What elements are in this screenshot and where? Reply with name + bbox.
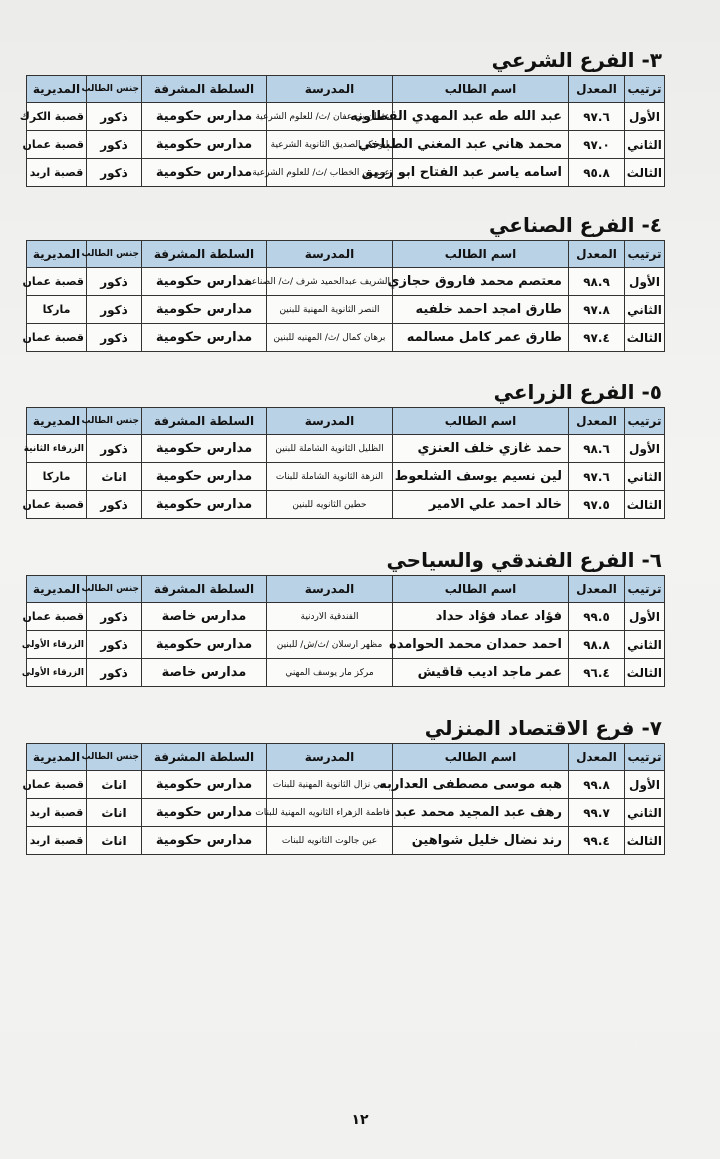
table-row [27,159,665,187]
cell-school: برهان كمال /ث/ المهنيه للبنين [267,324,393,352]
table-row [27,435,665,463]
cell-directorate: الزرقاء الثانية [27,435,87,463]
cell-name: طارق عمر كامل مسالمه [393,324,569,352]
cell-directorate: ماركا [27,296,87,324]
cell-gender: ذكور [87,131,142,159]
cell-authority: مدارس حكومية [142,159,267,187]
column-header-school: المدرسة [267,408,393,435]
cell-name: عبد الله طه عبد المهدي القطاونه [393,103,569,131]
cell-gender: ذكور [87,491,142,519]
cell-avg: ٩٩.٤ [569,827,625,855]
cell-avg: ٩٧.٠ [569,131,625,159]
table-row [27,799,665,827]
cell-school: الفندقية الاردنية [267,603,393,631]
cell-avg: ٩٧.٦ [569,463,625,491]
cell-gender: ذكور [87,268,142,296]
cell-rank: الثاني [625,799,665,827]
table-row [27,296,665,324]
cell-name: اسامه ياسر عبد الفتاح ابو زريق [393,159,569,187]
cell-avg: ٩٨.٦ [569,435,625,463]
section-title: ٤- الفرع الصناعي [489,213,662,237]
column-header-gender: جنس الطالب [87,576,142,603]
table-row [27,603,665,631]
column-header-school: المدرسة [267,576,393,603]
cell-rank: الأول [625,435,665,463]
cell-rank: الثالث [625,491,665,519]
cell-rank: الثاني [625,631,665,659]
table-header-row [27,241,665,268]
cell-school: مظهر ارسلان /ث/ش/ للبنين [267,631,393,659]
cell-directorate: ماركا [27,463,87,491]
column-header-avg: المعدل [569,241,625,268]
cell-school: عثمان بن عفان /ث/ للعلوم الشرعية [267,103,393,131]
cell-avg: ٩٦.٤ [569,659,625,687]
cell-school: عين جالوت الثانويه للبنات [267,827,393,855]
table-row [27,131,665,159]
column-header-directorate: المديرية [27,408,87,435]
cell-gender: ذكور [87,296,142,324]
cell-avg: ٩٩.٨ [569,771,625,799]
cell-directorate: قصبة عمان [27,324,87,352]
column-header-school: المدرسة [267,744,393,771]
cell-rank: الثالث [625,159,665,187]
column-header-authority: السلطة المشرفة [142,408,267,435]
column-header-name: اسم الطالب [393,576,569,603]
cell-gender: اناث [87,799,142,827]
table-row [27,491,665,519]
cell-name: هبه موسى مصطفى العداربه [393,771,569,799]
cell-avg: ٩٩.٥ [569,603,625,631]
cell-name: رهف عبد المجيد محمد عبد [393,799,569,827]
cell-authority: مدارس خاصة [142,659,267,687]
cell-name: عمر ماجد اديب قاقيش [393,659,569,687]
cell-avg: ٩٨.٨ [569,631,625,659]
cell-directorate: الزرقاء الأولى [27,659,87,687]
cell-directorate: قصبة عمان [27,131,87,159]
cell-rank: الثاني [625,463,665,491]
cell-avg: ٩٧.٦ [569,103,625,131]
cell-gender: ذكور [87,659,142,687]
cell-authority: مدارس حكومية [142,799,267,827]
column-header-rank: ترتيب [625,408,665,435]
table-header-row [27,76,665,103]
cell-gender: ذكور [87,103,142,131]
column-header-authority: السلطة المشرفة [142,76,267,103]
cell-name: طارق امجد احمد خلفيه [393,296,569,324]
cell-gender: ذكور [87,603,142,631]
table-row [27,827,665,855]
cell-name: خالد احمد علي الامير [393,491,569,519]
cell-authority: مدارس حكومية [142,131,267,159]
column-header-gender: جنس الطالب [87,744,142,771]
table-row [27,324,665,352]
column-header-directorate: المديرية [27,576,87,603]
cell-name: فؤاد عماد فؤاد حداد [393,603,569,631]
column-header-directorate: المديرية [27,241,87,268]
cell-authority: مدارس حكومية [142,463,267,491]
column-header-avg: المعدل [569,744,625,771]
cell-directorate: الزرقاء الأولى [27,631,87,659]
cell-gender: اناث [87,463,142,491]
cell-authority: مدارس حكومية [142,324,267,352]
column-header-name: اسم الطالب [393,76,569,103]
column-header-name: اسم الطالب [393,241,569,268]
cell-directorate: قصبة اربد [27,827,87,855]
table-header-row [27,408,665,435]
cell-school: مركز مار يوسف المهني [267,659,393,687]
cell-avg: ٩٩.٧ [569,799,625,827]
cell-rank: الثاني [625,296,665,324]
cell-avg: ٩٥.٨ [569,159,625,187]
table-row [27,103,665,131]
ranking-table [22,743,665,855]
column-header-gender: جنس الطالب [87,408,142,435]
ranking-section [22,713,666,855]
column-header-name: اسم الطالب [393,744,569,771]
cell-avg: ٩٨.٩ [569,268,625,296]
column-header-rank: ترتيب [625,76,665,103]
cell-school: النزهة الثانوية الشاملة للبنات [267,463,393,491]
table-row [27,659,665,687]
cell-avg: ٩٧.٨ [569,296,625,324]
column-header-authority: السلطة المشرفة [142,241,267,268]
column-header-directorate: المديرية [27,744,87,771]
cell-school: النصر الثانوية المهنية للبنين [267,296,393,324]
ranking-section [22,210,666,352]
cell-authority: مدارس حكومية [142,771,267,799]
column-header-rank: ترتيب [625,576,665,603]
ranking-section [22,377,666,519]
section-title: ٧- فرع الاقتصاد المنزلي [424,716,662,740]
cell-rank: الأول [625,103,665,131]
column-header-authority: السلطة المشرفة [142,744,267,771]
cell-name: معتصم محمد فاروق حجازي [393,268,569,296]
cell-authority: مدارس حكومية [142,296,267,324]
ranking-table [19,75,665,187]
cell-school: حي نزال الثانوية المهنية للبنات [267,771,393,799]
table-row [27,268,665,296]
cell-directorate: قصبة الكرك [27,103,87,131]
ranking-section [19,45,666,187]
cell-rank: الثاني [625,131,665,159]
cell-authority: مدارس حكومية [142,491,267,519]
table-header-row [27,744,665,771]
cell-rank: الثالث [625,659,665,687]
cell-directorate: قصبة عمان [27,268,87,296]
cell-authority: مدارس خاصة [142,603,267,631]
cell-authority: مدارس حكومية [142,435,267,463]
column-header-school: المدرسة [267,76,393,103]
ranking-table [22,240,665,352]
cell-avg: ٩٧.٥ [569,491,625,519]
cell-rank: الأول [625,268,665,296]
ranking-section [21,545,666,687]
table-row [27,463,665,491]
section-title: ٦- الفرع الفندقي والسياحي [386,548,662,572]
cell-rank: الأول [625,603,665,631]
cell-authority: مدارس حكومية [142,827,267,855]
cell-gender: اناث [87,771,142,799]
cell-gender: اناث [87,827,142,855]
cell-gender: ذكور [87,435,142,463]
cell-school: حطين الثانويه للبنين [267,491,393,519]
ranking-table [22,407,665,519]
cell-name: احمد حمدان محمد الحوامده [393,631,569,659]
table-row [27,631,665,659]
cell-directorate: قصبة عمان [27,603,87,631]
cell-authority: مدارس حكومية [142,103,267,131]
column-header-gender: جنس الطالب [87,241,142,268]
cell-authority: مدارس حكومية [142,268,267,296]
cell-avg: ٩٧.٤ [569,324,625,352]
cell-school: عمر بن الخطاب /ث/ للعلوم الشرعية [267,159,393,187]
column-header-authority: السلطة المشرفة [142,576,267,603]
cell-directorate: قصبة عمان [27,771,87,799]
cell-name: لين نسيم يوسف الشلعوط [393,463,569,491]
column-header-avg: المعدل [569,408,625,435]
column-header-school: المدرسة [267,241,393,268]
column-header-avg: المعدل [569,76,625,103]
cell-rank: الثالث [625,827,665,855]
column-header-name: اسم الطالب [393,408,569,435]
table-header-row [27,576,665,603]
cell-school: الشريف عبدالحميد شرف /ث/ الصناعية [267,268,393,296]
column-header-gender: جنس الطالب [87,76,142,103]
column-header-rank: ترتيب [625,744,665,771]
cell-gender: ذكور [87,159,142,187]
cell-school: فاطمة الزهراء الثانويه المهنية للبنات [267,799,393,827]
cell-school: الظليل الثانوية الشاملة للبنين [267,435,393,463]
cell-directorate: قصبة عمان [27,491,87,519]
cell-name: حمد غازي خلف العنزي [393,435,569,463]
column-header-avg: المعدل [569,576,625,603]
cell-rank: الأول [625,771,665,799]
column-header-rank: ترتيب [625,241,665,268]
ranking-table [21,575,665,687]
page-number: ١٢ [351,1112,369,1128]
cell-directorate: قصبة اربد [27,799,87,827]
column-header-directorate: المديرية [27,76,87,103]
cell-name: رند نضال خليل شواهين [393,827,569,855]
table-row [27,771,665,799]
cell-rank: الثالث [625,324,665,352]
section-title: ٣- الفرع الشرعي [491,48,662,72]
section-title: ٥- الفرع الزراعي [493,380,662,404]
cell-gender: ذكور [87,324,142,352]
cell-authority: مدارس حكومية [142,631,267,659]
cell-name: محمد هاني عبد المغني الطباخي [393,131,569,159]
cell-directorate: قصبة اربد [27,159,87,187]
cell-gender: ذكور [87,631,142,659]
cell-school: ابو بكر الصديق الثانوية الشرعية [267,131,393,159]
